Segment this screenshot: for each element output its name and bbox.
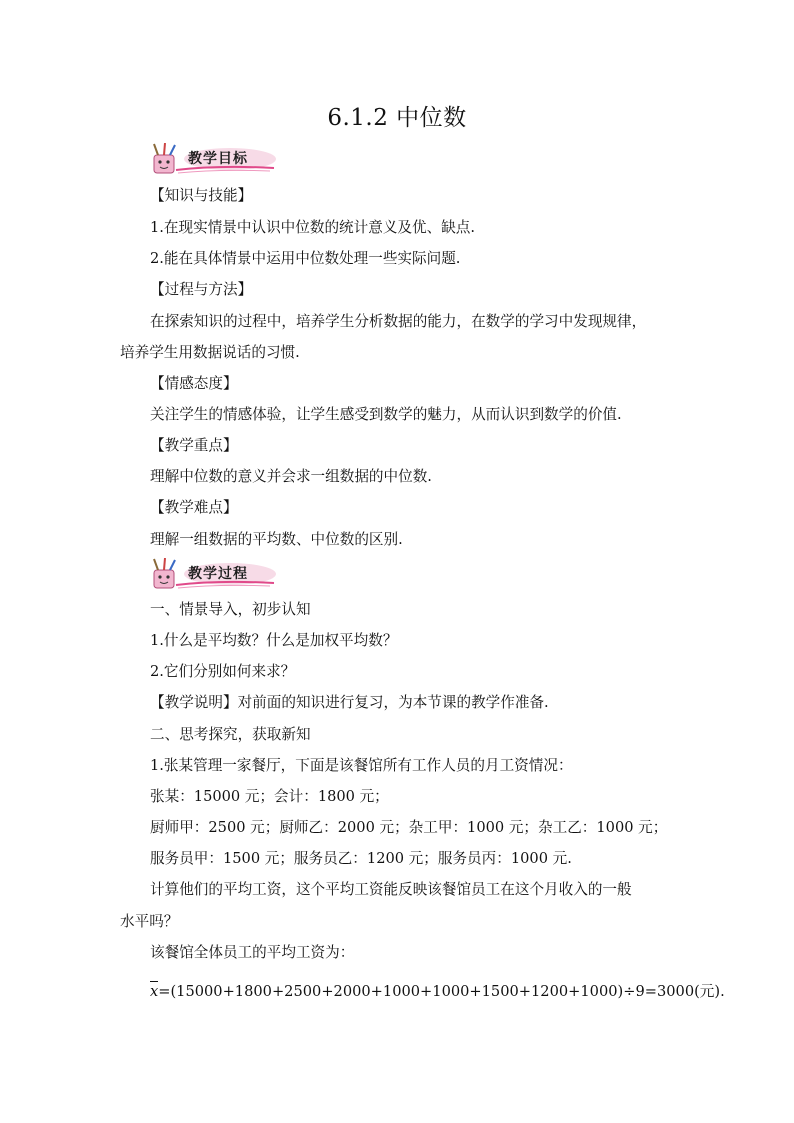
text-line: 1.在现实情景中认识中位数的统计意义及优、缺点. <box>150 219 476 236</box>
text-line: 1.什么是平均数？什么是加权平均数？ <box>150 632 398 649</box>
page-title: 6.1.2 中位数 <box>327 105 467 131</box>
text-line: 计算他们的平均工资，这个平均工资能反映该餐馆员工在这个月收入的一般 <box>150 881 632 898</box>
text-line: 二、思考探究，获取新知 <box>150 726 311 743</box>
text-line: 理解一组数据的平均数、中位数的区别. <box>150 531 403 548</box>
text-line: 服务员甲：1500 元；服务员乙：1200 元；服务员丙：1000 元. <box>150 850 572 867</box>
text-line: 【知识与技能】 <box>150 187 253 204</box>
text-line: 【过程与方法】 <box>150 281 253 298</box>
text-line: 该餐馆全体员工的平均工资为： <box>150 944 355 961</box>
section-banner-process <box>148 558 276 592</box>
formula-expression: =(15000+1800+2500+2000+1000+1000+1500+1200+1000)÷9=3000(元). <box>158 983 725 1000</box>
banner-label: 教学目标 <box>188 151 248 167</box>
text-line: 理解中位数的意义并会求一组数据的中位数. <box>150 468 432 485</box>
text-line: 1.张某管理一家餐厅，下面是该餐馆所有工作人员的月工资情况： <box>150 757 573 774</box>
text-line: 关注学生的情感体验，让学生感受到数学的魅力，从而认识到数学的价值. <box>150 406 622 423</box>
text-line: 【情感态度】 <box>150 375 238 392</box>
banner-label: 教学过程 <box>188 566 248 582</box>
text-line: 2.能在具体情景中运用中位数处理一些实际问题. <box>150 250 461 267</box>
text-line: 培养学生用数据说话的习惯. <box>120 344 300 361</box>
text-line: 【教学重点】 <box>150 437 238 454</box>
text-line: 张某：15000 元；会计：1800 元； <box>150 788 389 805</box>
mean-symbol: x <box>150 983 159 1000</box>
text-line: 一、情景导入，初步认知 <box>150 601 311 618</box>
text-line: 【教学难点】 <box>150 499 238 516</box>
text-line: 厨师甲：2500 元；厨师乙：2000 元；杂工甲：1000 元；杂工乙：1000 元； <box>150 819 668 836</box>
formula-line <box>150 982 725 1002</box>
text-line: 【教学说明】对前面的知识进行复习，为本节课的教学作准备. <box>150 694 549 711</box>
text-line: 2.它们分别如何来求？ <box>150 663 296 680</box>
text-line: 在探索知识的过程中，培养学生分析数据的能力，在数学的学习中发现规律， <box>150 313 647 330</box>
section-banner-objectives <box>148 143 276 177</box>
text-line: 水平吗？ <box>120 913 179 930</box>
